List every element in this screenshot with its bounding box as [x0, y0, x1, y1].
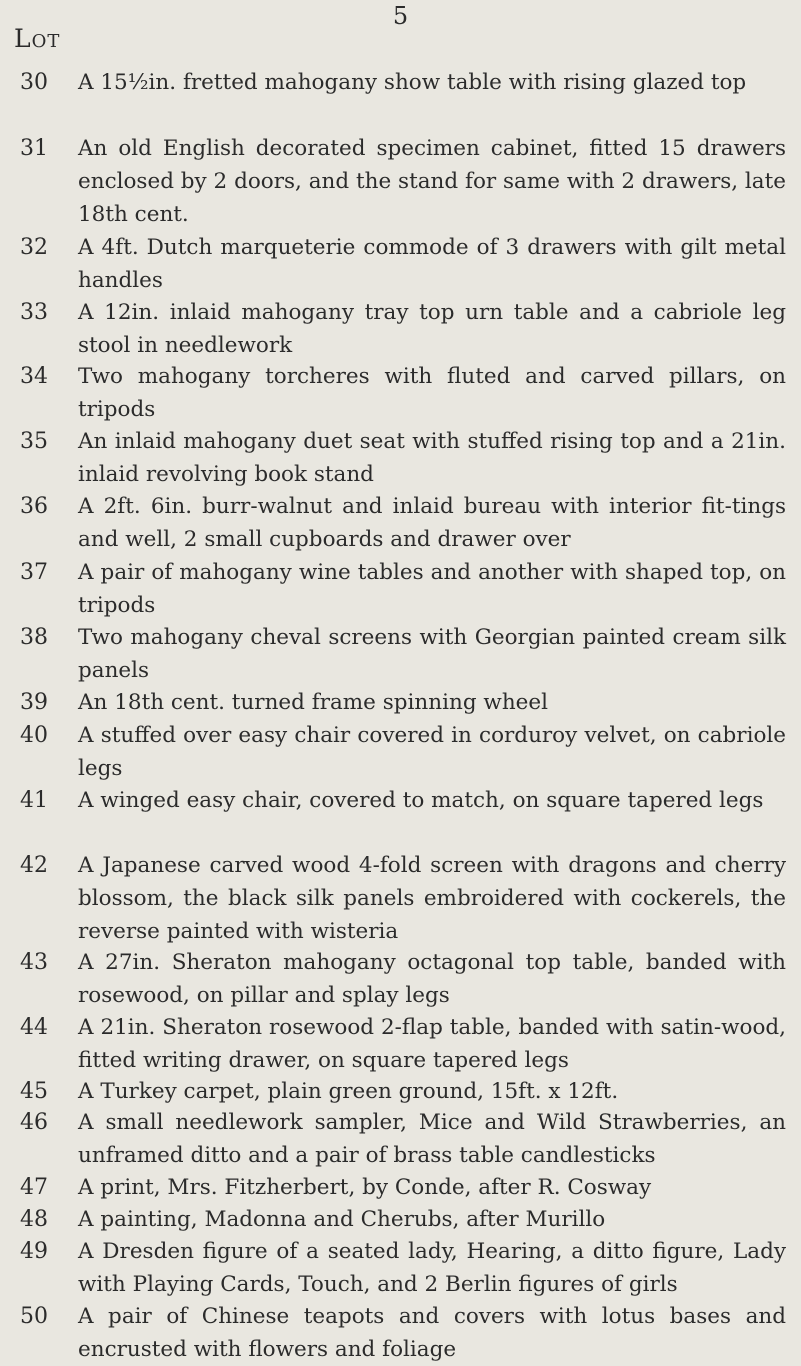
lot-number: 50: [20, 1304, 48, 1329]
lot-description: A 2ft. 6in. burr-walnut and inlaid bureau with interior fit-tings and well, 2 small cupboards and drawer over: [78, 494, 786, 552]
lot-number: 47: [20, 1175, 48, 1200]
lot-number: 32: [20, 235, 48, 260]
lot-number: 37: [20, 560, 48, 585]
lot-number: 42: [20, 853, 48, 878]
page-number: 5: [392, 2, 409, 30]
lot-description: A Japanese carved wood 4-fold screen with dragons and cherry blossom, the black silk panels embroidered with cockerels, the reverse painted with wisteria: [78, 853, 786, 944]
lot-number: 33: [20, 300, 48, 325]
lot-number: 39: [20, 690, 48, 715]
lot-number: 36: [20, 494, 48, 519]
lot-description: A 12in. inlaid mahogany tray top urn table and a cabriole leg stool in needlework: [78, 300, 786, 358]
lot-description: A pair of Chinese teapots and covers with lotus bases and encrusted with flowers and foliage: [78, 1304, 786, 1362]
lot-number: 49: [20, 1239, 48, 1264]
lot-description: An old English decorated specimen cabinet, fitted 15 drawers enclosed by 2 doors, and the stand for same with 2 drawers, late 18th cent.: [78, 136, 786, 227]
lot-description: Two mahogany cheval screens with Georgian painted cream silk panels: [78, 625, 786, 683]
lot-description: A Turkey carpet, plain green ground, 15ft. x 12ft.: [78, 1079, 619, 1104]
lot-description: A small needlework sampler, Mice and Wild Strawberries, an unframed ditto and a pair of brass table candlesticks: [78, 1110, 786, 1168]
lot-number: 30: [20, 70, 48, 95]
lot-number: 34: [20, 364, 48, 389]
lot-number: 45: [20, 1079, 48, 1104]
lot-description: A pair of mahogany wine tables and another with shaped top, on tripods: [78, 560, 786, 618]
lot-description: A 4ft. Dutch marqueterie commode of 3 drawers with gilt metal handles: [78, 235, 786, 293]
lot-number: 38: [20, 625, 48, 650]
lot-description: An 18th cent. turned frame spinning wheel: [78, 690, 548, 715]
lot-description: A stuffed over easy chair covered in corduroy velvet, on cabriole legs: [78, 723, 786, 781]
lot-description: A 15½in. fretted mahogany show table with rising glazed top: [78, 70, 747, 95]
lot-number: 35: [20, 429, 48, 454]
lot-description: A print, Mrs. Fitzherbert, by Conde, after R. Cosway: [78, 1175, 652, 1200]
lot-number: 46: [20, 1110, 48, 1135]
lot-description: A 27in. Sheraton mahogany octagonal top table, banded with rosewood, on pillar and splay legs: [78, 950, 786, 1008]
lot-number: 40: [20, 723, 48, 748]
lot-description: A Dresden figure of a seated lady, Hearing, a ditto figure, Lady with Playing Cards, Touch, and 2 Berlin figures of girls: [78, 1239, 786, 1297]
lot-number: 43: [20, 950, 48, 975]
lot-description: A 21in. Sheraton rosewood 2-flap table, banded with satin-wood, fitted writing drawer, on square tapered legs: [78, 1015, 786, 1073]
lot-description: Two mahogany torcheres with fluted and carved pillars, on tripods: [78, 364, 786, 422]
lot-number: 41: [20, 788, 48, 813]
lot-number: 48: [20, 1207, 48, 1232]
lot-description: An inlaid mahogany duet seat with stuffed rising top and a 21in. inlaid revolving book stand: [78, 429, 786, 487]
lot-description: A painting, Madonna and Cherubs, after Murillo: [78, 1207, 606, 1232]
lot-number: 44: [20, 1015, 48, 1040]
lot-number: 31: [20, 136, 48, 161]
lot-column-header: Lot: [14, 24, 61, 53]
lot-description: A winged easy chair, covered to match, on square tapered legs: [78, 788, 764, 813]
